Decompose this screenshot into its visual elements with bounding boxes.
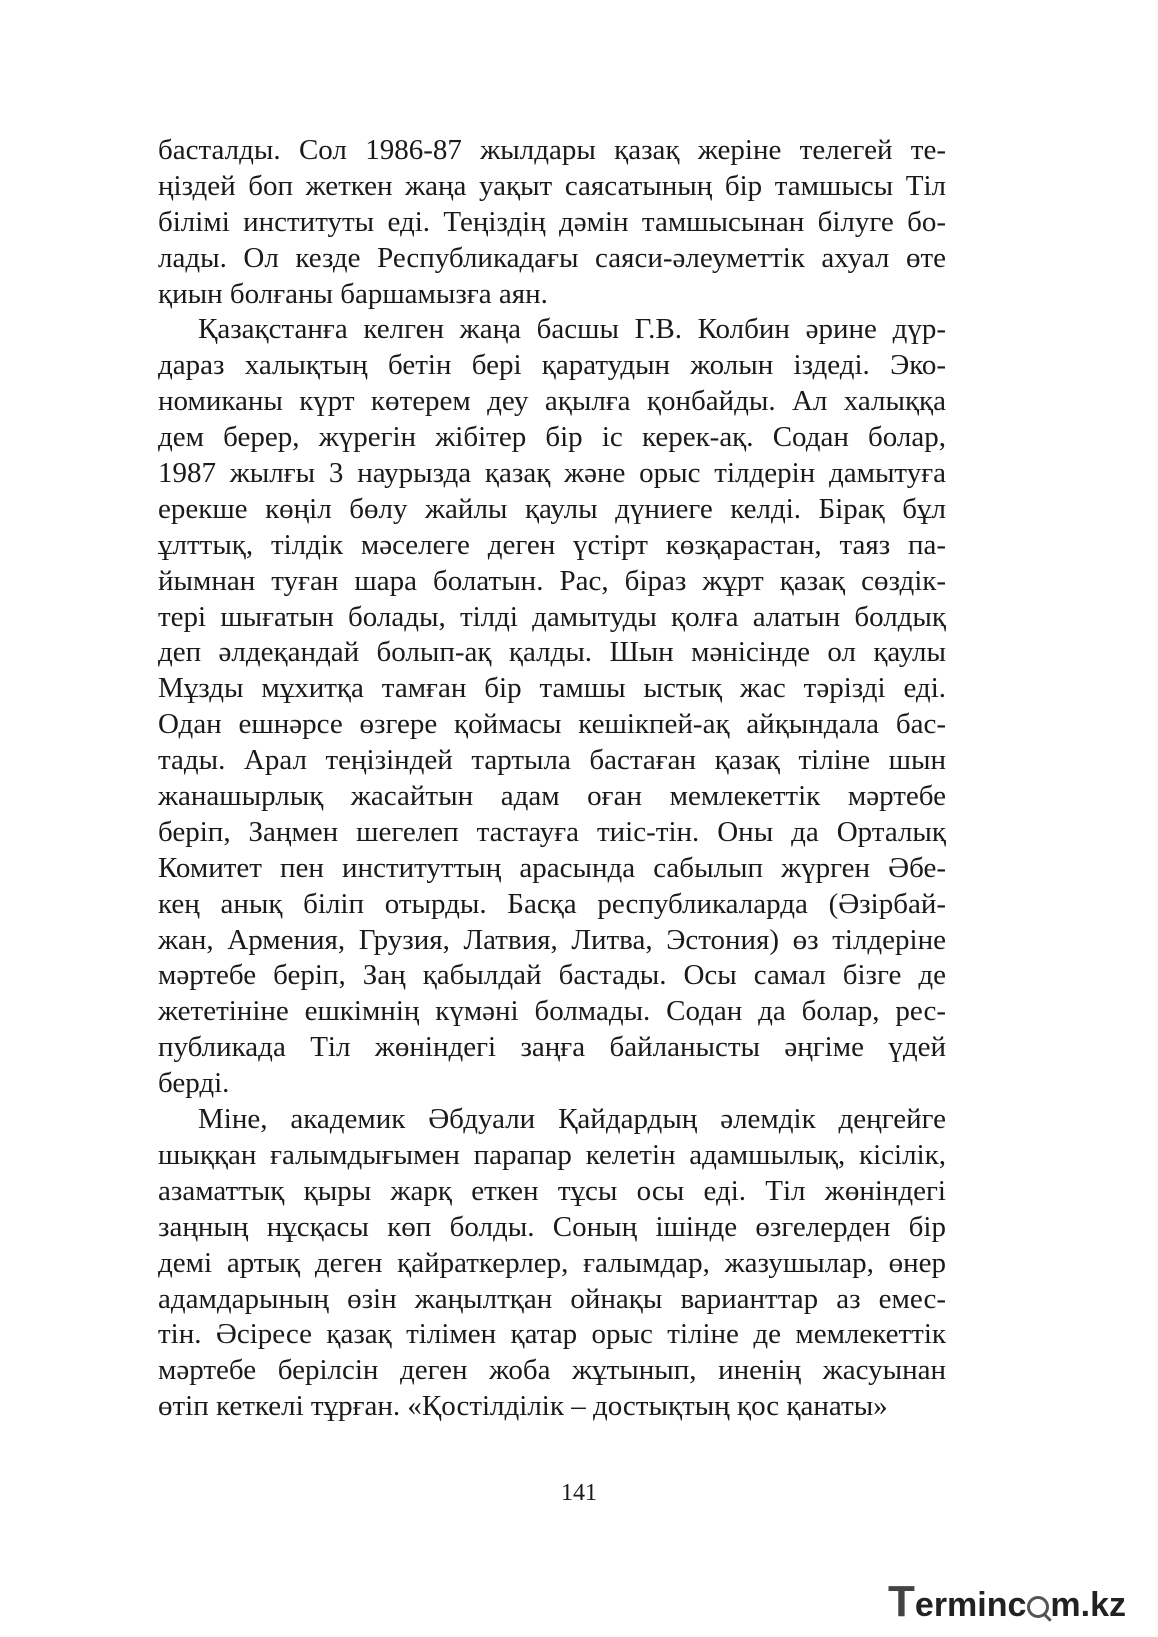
- text-line: лады. Ол кезде Республикадағы саяси-әлеуметтік ахуал өте: [158, 241, 946, 274]
- page-number: 141: [561, 1480, 597, 1506]
- text-line: дараз халықтың бетін бері қаратудын жолын іздеді. Эко-: [158, 349, 946, 382]
- page-body: [158, 133, 946, 1425]
- text-line: Одан ешнәрсе өзгере қоймасы кешікпей-ақ айқындала бас-: [158, 708, 946, 741]
- text-line: білімі институты еді. Теңіздің дәмін тамшысынан білуге бо-: [158, 205, 946, 238]
- text-line: Қазақстанға келген жаңа басшы Г.В. Колбин әрине дүр-: [198, 313, 946, 346]
- text-line: заңның нұсқасы көп болды. Соның ішінде өзгелерден бір: [158, 1210, 946, 1243]
- text-line: жан, Армения, Грузия, Латвия, Литва, Эстония) өз тілдеріне: [158, 923, 946, 956]
- text-line: тін. Әсіресе қазақ тілімен қатар орыс тіліне де мемлекеттік: [158, 1318, 946, 1351]
- text-line: деп әлдеқандай болып-ақ қалды. Шын мәнісінде ол қаулы: [158, 636, 946, 669]
- termincom-watermark-logo: [888, 1577, 1126, 1627]
- paragraph: [158, 133, 946, 312]
- text-line: ңіздей боп жеткен жаңа уақыт саясатының бір тамшысы Тіл: [158, 169, 946, 202]
- text-line: азаматтық қыры жарқ еткен тұсы осы еді. Тіл жөніндегі: [158, 1174, 946, 1207]
- text-line: Міне, академик Әбдуали Қайдардың әлемдік деңгейге: [198, 1103, 946, 1136]
- text-line: берді.: [158, 1067, 230, 1100]
- text-line: жететініне ешкімнің күмәні болмады. Содан да болар, рес-: [158, 995, 946, 1028]
- text-line: дем берер, жүрегін жібітер бір іс керек-ақ. Содан болар,: [158, 421, 946, 454]
- paragraph: [158, 1102, 946, 1425]
- text-line: кең анық біліп отырды. Басқа республикаларда (Әзірбай-: [158, 887, 946, 920]
- text-line: беріп, Заңмен шегелеп тастауға тиіс-тін. Оны да Орталық: [158, 815, 946, 848]
- watermark-suffix: m.kz: [1050, 1586, 1126, 1624]
- text-line: мәртебе берілсін деген жоба жұтынып, иненің жасуынан: [158, 1354, 946, 1387]
- text-line: басталды. Сол 1986-87 жылдары қазақ жеріне телегей те-: [158, 134, 946, 166]
- magnifier-icon: [1027, 1596, 1049, 1618]
- text-line: номиканы күрт көтерем деу ақылға қонбайды. Ал халыққа: [158, 385, 946, 418]
- text-line: публикада Тіл жөніндегі заңға байланысты әңгіме үдей: [158, 1031, 946, 1064]
- watermark-middle: erminc: [914, 1586, 1027, 1624]
- text-line: тады. Арал теңізіндей тартыла бастаған қазақ тіліне шын: [158, 744, 946, 777]
- text-line: ұлттық, тілдік мәселеге деген үстірт көзқарастан, таяз па-: [158, 528, 946, 561]
- text-line: өтіп кеткелі тұрған. «Қостілділік – достықтың қос қанаты»: [158, 1390, 888, 1423]
- text-line: 1987 жылғы 3 наурызда қазақ және орыс тілдерін дамытуға: [158, 457, 946, 490]
- text-line: Комитет пен институттың арасында сабылып жүрген Әбе-: [158, 851, 946, 884]
- text-line: демі артық деген қайраткерлер, ғалымдар, жазушылар, өнер: [158, 1246, 946, 1279]
- text-line: мәртебе беріп, Заң қабылдай бастады. Осы самал бізге де: [158, 959, 946, 992]
- text-line: тері шығатын болады, тілді дамытуды қолға алатын болдық: [158, 600, 946, 633]
- paragraph: [158, 312, 946, 1102]
- text-line: шыққан ғалымдығымен парапар келетін адамшылық, кісілік,: [158, 1138, 946, 1171]
- text-line: ерекше көңіл бөлу жайлы қаулы дүниеге келді. Бірақ бұл: [158, 492, 946, 525]
- text-line: жанашырлық жасайтын адам оған мемлекеттік мәртебе: [158, 780, 946, 813]
- text-line: адамдарының өзін жаңылтқан ойнақы варианттар аз емес-: [158, 1282, 946, 1315]
- text-line: қиын болғаны баршамызға аян.: [158, 277, 548, 310]
- text-line: Мұзды мұхитқа тамған бір тамшы ыстық жас тәрізді еді.: [158, 672, 946, 705]
- watermark-prefix: T: [888, 1577, 915, 1626]
- text-line: йымнан туған шара болатын. Рас, біраз жұрт қазақ сөздік-: [158, 564, 946, 597]
